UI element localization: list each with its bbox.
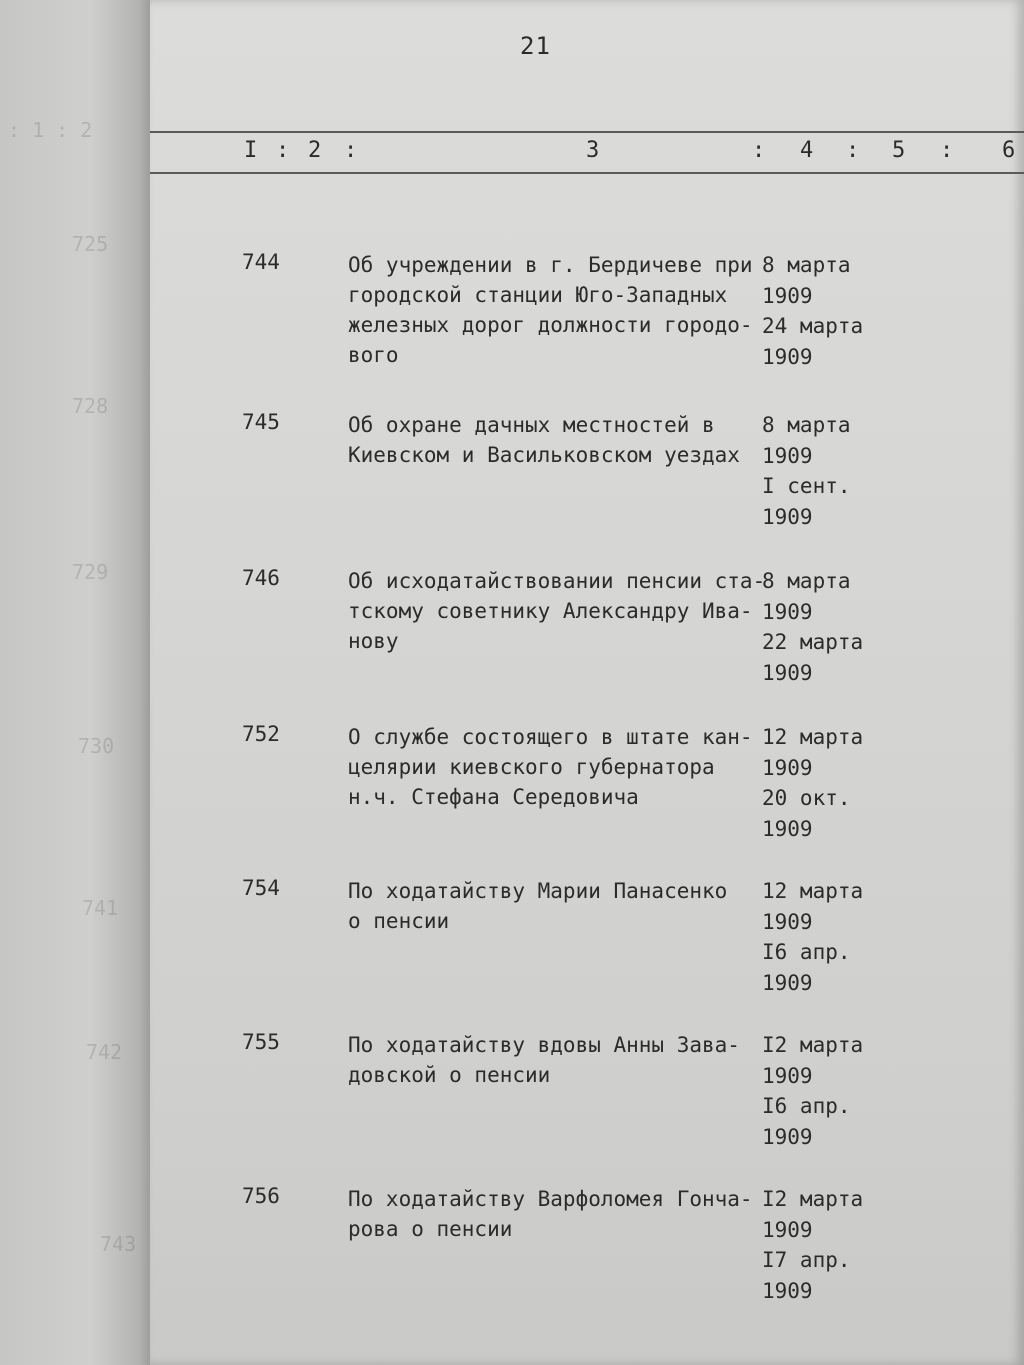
column-separator: : — [940, 138, 954, 163]
record-title: Об учреждении в г. Бердичеве при городской станции Юго-Западных железных дорог должности городо- вого — [348, 253, 753, 367]
facing-page-bleed — [0, 0, 150, 1365]
facing-page-number: 742 — [86, 1040, 123, 1064]
facing-page-number: 730 — [78, 734, 115, 758]
record-number: 755 — [242, 1030, 280, 1054]
record-dates: 8 марта 1909 I сент. 1909 — [762, 413, 851, 529]
page-number: 21 — [520, 32, 551, 60]
record-dates: 8 марта 1909 24 марта 1909 — [762, 253, 864, 369]
column-header-1: I — [244, 138, 258, 163]
record-dates: 8 марта 1909 22 марта 1909 — [762, 569, 864, 685]
record-dates: 12 марта 1909 I6 апр. 1909 — [762, 879, 864, 995]
column-header-2: 2 — [308, 138, 322, 163]
column-separator: : — [846, 138, 860, 163]
record-number: 756 — [242, 1184, 280, 1208]
header-rule-bottom — [150, 172, 1024, 174]
facing-page-number: 728 — [72, 394, 109, 418]
facing-page-number: 729 — [72, 560, 109, 584]
column-header-6: 6 — [1002, 138, 1016, 163]
record-number: 745 — [242, 410, 280, 434]
facing-page-number: 743 — [100, 1232, 137, 1256]
record-title: Об исходатайствовании пенсии ста- тскому советнику Александру Ива- нову — [348, 569, 766, 653]
record-number: 754 — [242, 876, 280, 900]
record-title: По ходатайству вдовы Анны Зава- довской о пенсии — [348, 1033, 740, 1087]
record-dates: I2 марта 1909 I7 апр. 1909 — [762, 1187, 864, 1303]
record-title: Об охране дачных местностей в Киевском и Васильковском уездах — [348, 413, 740, 467]
header-rule-top — [150, 131, 1024, 133]
record-number: 746 — [242, 566, 280, 590]
column-separator: : — [752, 138, 766, 163]
facing-page-number: 725 — [72, 232, 109, 256]
record-number: 752 — [242, 722, 280, 746]
facing-page-number: 741 — [82, 896, 119, 920]
record-title: О службе состоящего в штате кан- целярии киевского губернатора н.ч. Стефана Середовича — [348, 725, 753, 809]
document-page — [150, 0, 1024, 1365]
record-dates: I2 марта 1909 I6 апр. 1909 — [762, 1033, 864, 1149]
facing-page-header: : 1 : 2 — [8, 118, 93, 142]
record-number: 744 — [242, 250, 280, 274]
column-header-3: 3 — [586, 138, 600, 163]
column-header-5: 5 — [892, 138, 906, 163]
record-dates: 12 марта 1909 20 окт. 1909 — [762, 725, 864, 841]
column-separator: : — [344, 138, 358, 163]
record-title: По ходатайству Варфоломея Гонча- рова о пенсии — [348, 1187, 753, 1241]
column-header-4: 4 — [800, 138, 814, 163]
record-title: По ходатайству Марии Панасенко о пенсии — [348, 879, 728, 933]
column-separator: : — [276, 138, 290, 163]
